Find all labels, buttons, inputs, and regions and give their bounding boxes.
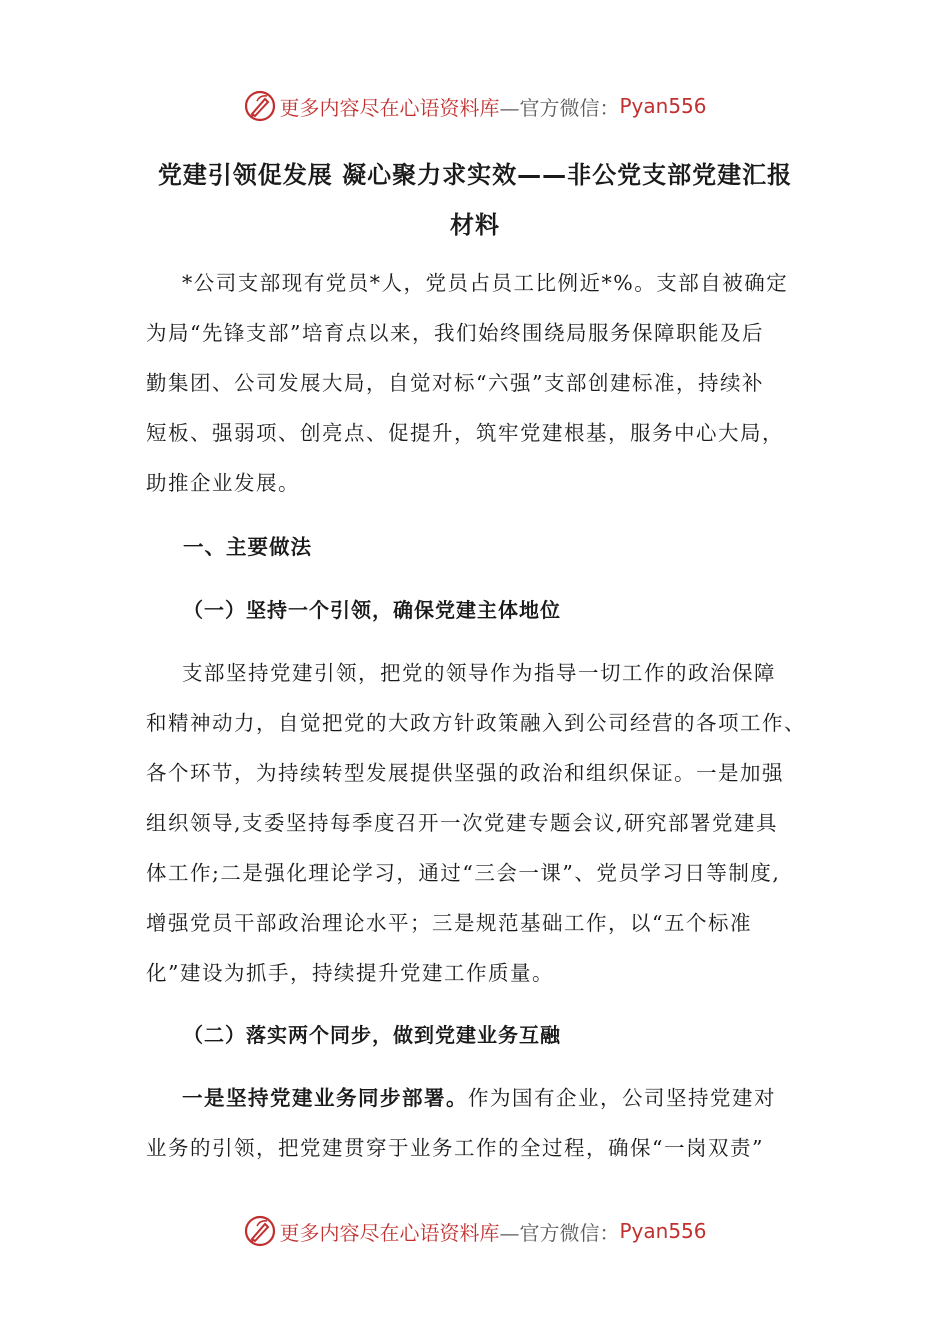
- intro-line: *公司支部现有党员*人，党员占员工比例近*%。支部自被确定: [182, 271, 789, 295]
- pen-logo-icon: [243, 89, 277, 123]
- pen-logo-icon: [243, 1214, 277, 1248]
- intro-line: 助推企业发展。: [146, 471, 300, 495]
- subsection-heading-2: （二）落实两个同步，做到党建业务互融: [183, 1023, 561, 1047]
- intro-line: 勤集团、公司发展大局，自觉对标“六强”支部创建标准，持续补: [146, 371, 764, 395]
- body-line: 化”建设为抓手，持续提升党建工作质量。: [146, 961, 554, 985]
- body-line: 增强党员干部政治理论水平；三是规范基础工作，以“五个标准: [146, 911, 752, 935]
- document-title-line-2: 材料: [450, 211, 500, 239]
- section-heading: 一、主要做法: [183, 535, 312, 559]
- body-line: [182, 1083, 776, 1113]
- body-line: 支部坚持党建引领，把党的领导作为指导一切工作的政治保障: [182, 661, 776, 685]
- watermark-label: —官方微信：: [499, 95, 620, 120]
- body-line: 业务的引领，把党建贯穿于业务工作的全过程，确保“一岗双责”: [146, 1136, 764, 1160]
- body-line: 组织领导,支委坚持每季度召开一次党建专题会议,研究部署党建具: [146, 811, 779, 835]
- watermark-footer: [0, 1211, 950, 1251]
- bold-lead-text: 一是坚持党建业务同步部署。: [182, 1086, 468, 1110]
- watermark-text: 更多内容尽在心语资料库: [279, 1220, 500, 1245]
- watermark-wechat-id: Pyan556: [619, 94, 707, 118]
- body-text: 作为国有企业，公司坚持党建对: [468, 1086, 776, 1110]
- intro-line: 为局“先锋支部”培育点以来，我们始终围绕局服务保障职能及后: [146, 321, 764, 345]
- body-line: 体工作;二是强化理论学习，通过“三会一课”、党员学习日等制度,: [146, 861, 781, 885]
- intro-line: 短板、强弱项、创亮点、促提升，筑牢党建根基，服务中心大局，: [146, 421, 784, 445]
- subsection-heading-1: （一）坚持一个引领，确保党建主体地位: [183, 598, 561, 622]
- document-title-line-1: 党建引领促发展 凝心聚力求实效——非公党支部党建汇报: [157, 161, 793, 189]
- body-line: 各个环节，为持续转型发展提供坚强的政治和组织保证。一是加强: [146, 761, 784, 785]
- watermark-wechat-id: Pyan556: [619, 1219, 707, 1243]
- watermark-label: —官方微信：: [499, 1220, 620, 1245]
- watermark-header: [0, 86, 950, 126]
- body-line: 和精神动力，自觉把党的大政方针政策融入到公司经营的各项工作、: [146, 711, 806, 735]
- watermark-text: 更多内容尽在心语资料库: [279, 95, 500, 120]
